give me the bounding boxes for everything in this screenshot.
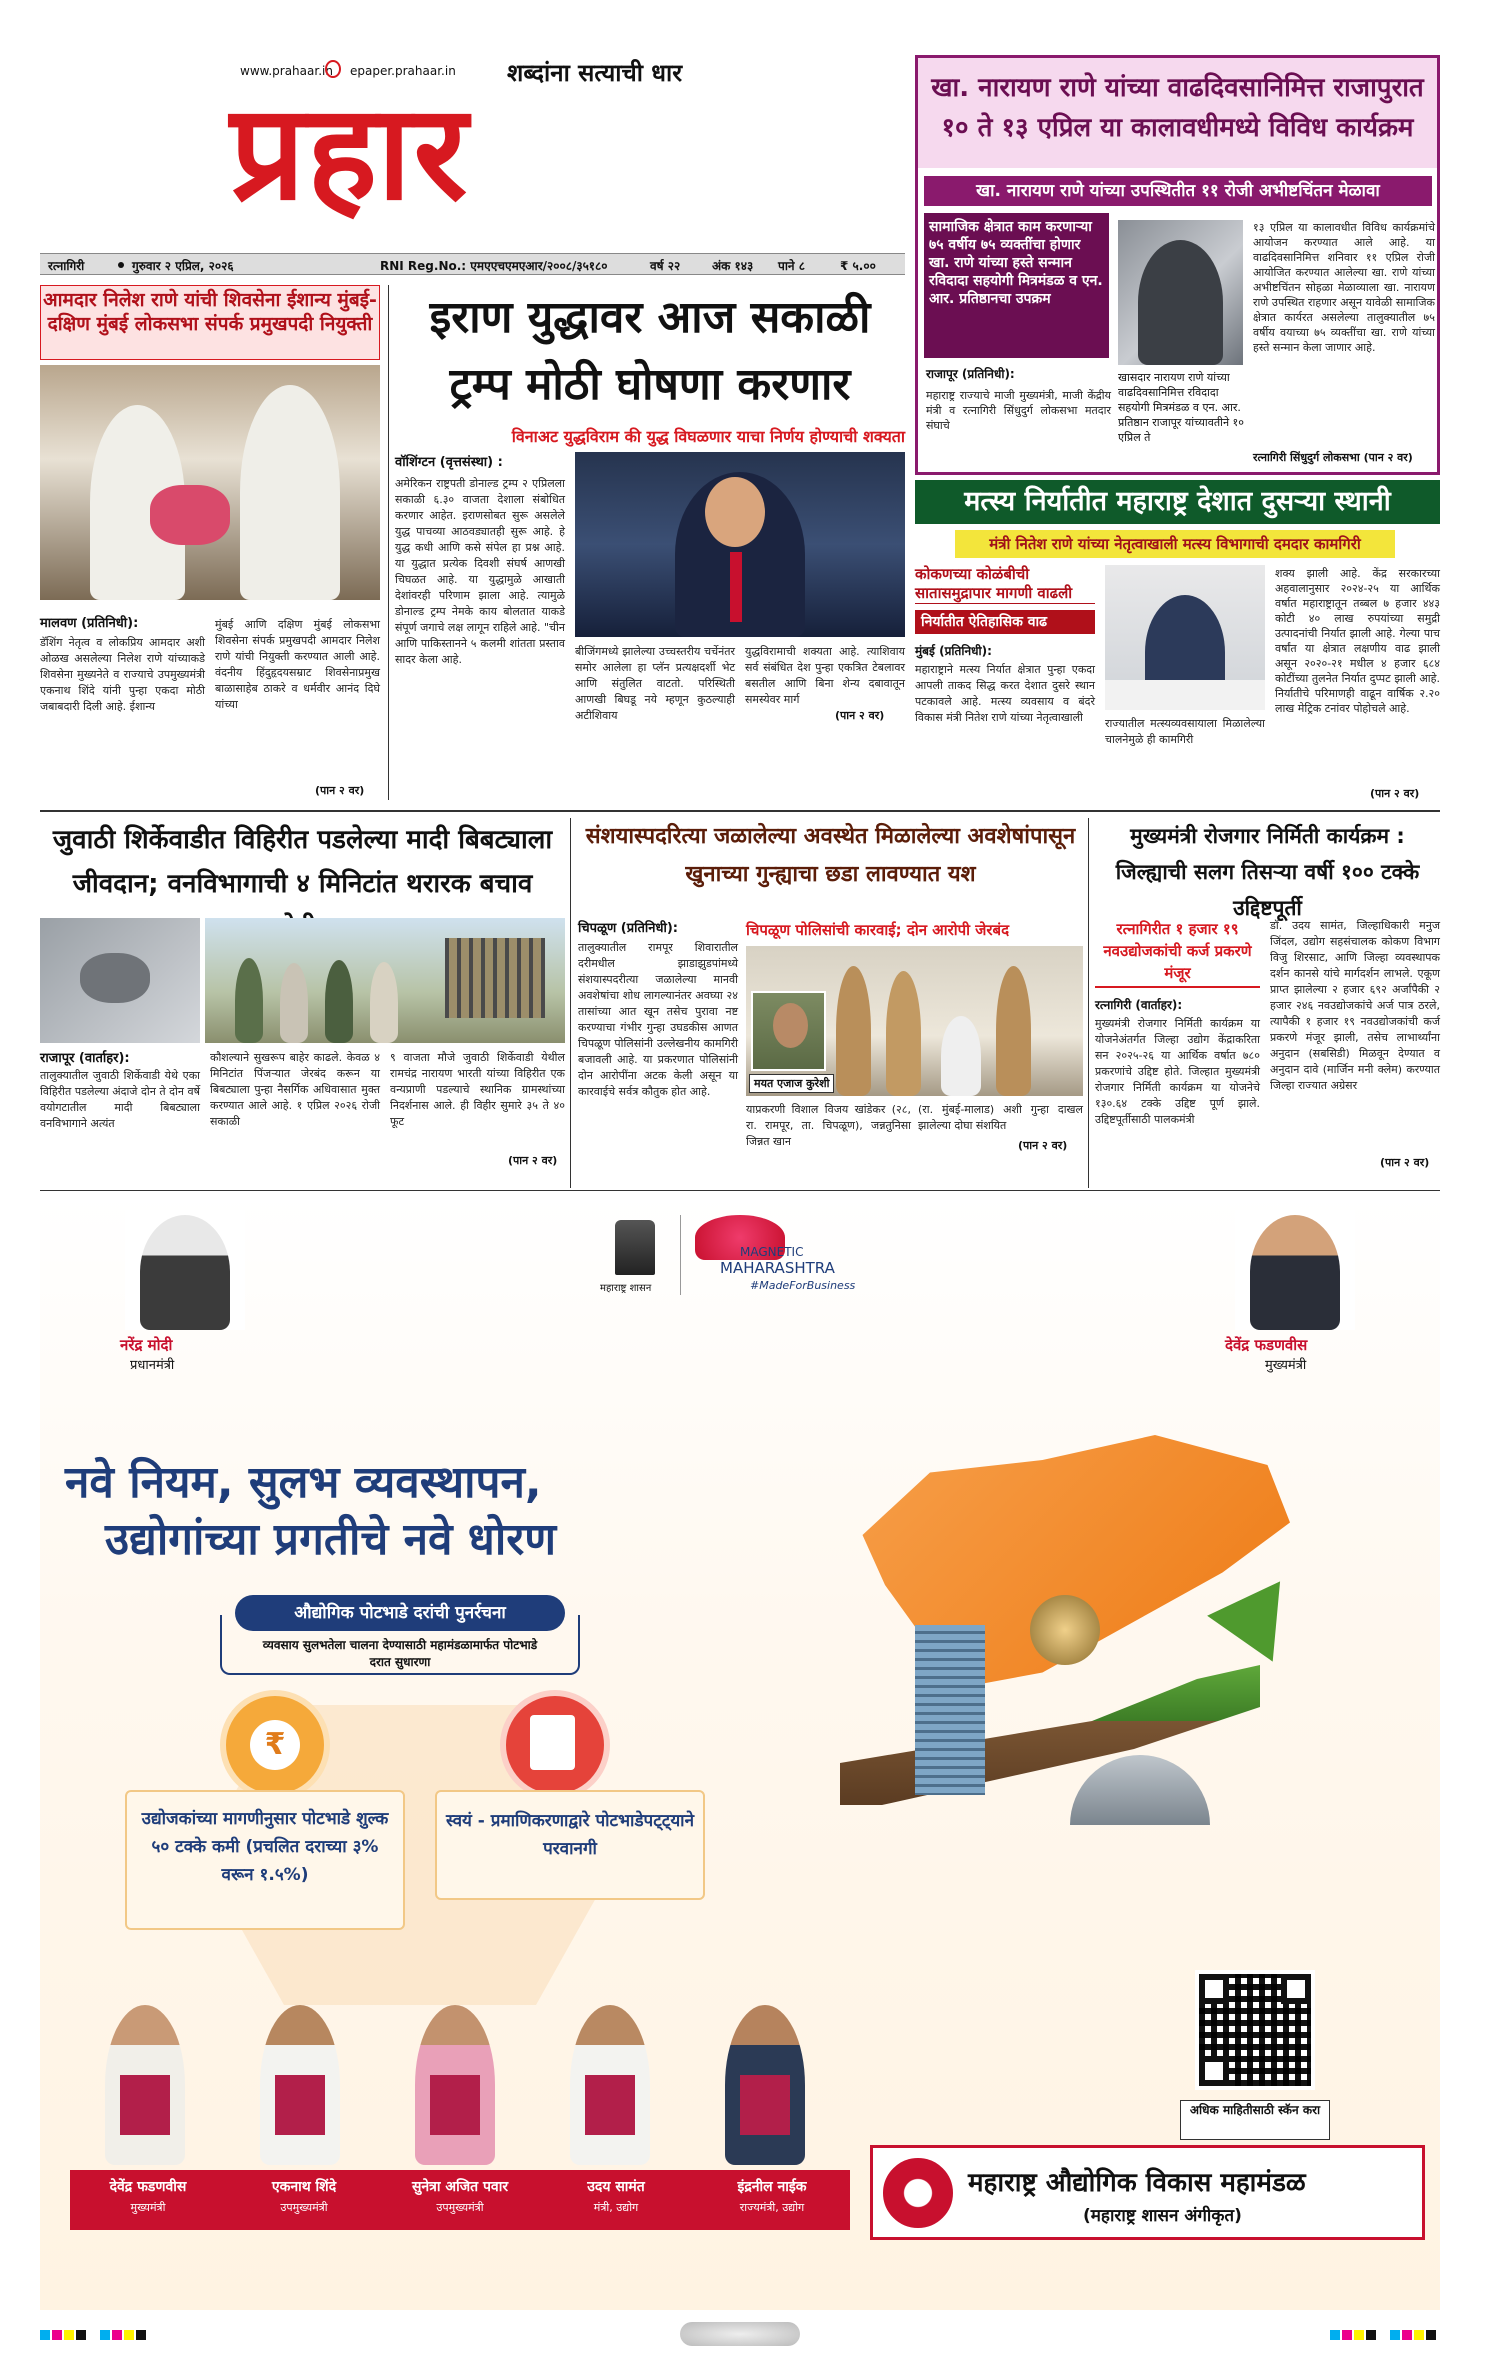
rane-byline: राजापूर (प्रतिनिधी): <box>926 367 1015 381</box>
registration-marks-right <box>1330 2330 1440 2342</box>
brand-magnetic: MAGNETIC <box>740 1245 804 1259</box>
dateline-pages: पाने ८ <box>778 259 806 273</box>
crime-story <box>578 818 1083 1208</box>
reg-mark-r-yellow-2 <box>1414 2330 1424 2340</box>
column-rule-2 <box>570 818 571 1188</box>
rane-birthday-box <box>915 55 1440 475</box>
permission-card-text: स्वयं - प्रमाणिकरणाद्वारे पोटभाडेपट्ट्याने परवानगी <box>445 1811 695 1859</box>
bullet-icon <box>118 262 124 268</box>
team-figure-1 <box>235 958 263 1043</box>
rane-highlight: सामाजिक क्षेत्रात काम करणाऱ्या ७५ वर्षीय ७५ व्यक्तींचा होणार खा. राणे यांच्या हस्ते सन्मान रविदादा सहयोगी मित्रमंडळ व एन. आर. प्रतिष्ठानचा उपक्रम <box>924 213 1109 358</box>
dateline-price: ₹ ५.०० <box>840 259 876 273</box>
fish-byline: मुंबई (प्रतिनिधी): <box>915 644 992 658</box>
lead-headline-1: इराण युद्धावर आज सकाळी <box>429 292 871 343</box>
fish-story <box>915 480 1440 805</box>
reg-mark-cyan <box>40 2330 50 2340</box>
fadnavis-name: देवेंद्र फडणवीस <box>1225 1336 1308 1354</box>
midc-org-sub: (महाराष्ट्र शासन अंगीकृत) <box>1083 2206 1242 2226</box>
leopard-headline: जुवाठी शिर्केवाडीत विहिरीत पडलेल्या मादी बिबट्याला जीवदान; वनविभागाची ४ मिनिटांत थरारक बचाव <box>52 825 553 899</box>
cage <box>445 938 545 1018</box>
ad-headline-2: उद्योगांच्या प्रगतीचे नवे धोरण <box>105 1514 557 1565</box>
left-story-col1: डॅशिंग नेतृत्व व लोकप्रिय आमदार अशी ओळख असलेल्या निलेश राणे यांच्याकडे शिवसेना मुख्यनेते व राज्याचे उपमुख्यमंत्री एकनाथ शिंदे यांनी पुन्हा एकदा मोठी जबाबदारी दिली आहे. ईशान्य <box>40 636 205 713</box>
person-name-5: इंद्रनील नाईक <box>737 2179 807 2195</box>
qr-corner-3 <box>1199 2056 1229 2086</box>
team-figure-3 <box>325 960 353 1043</box>
gov-label: महाराष्ट्र शासन <box>600 1283 652 1294</box>
qr-corner-2 <box>1281 1974 1311 2004</box>
leopard-col2: कौशल्याने सुखरूप बाहेर काढले. केवळ ४ मिनिटांत पिंजऱ्यात जेरबंद करून या बिबट्याला पुन्हा नैसर्गिक अधिवासात मुक्त करण्यात आले आहे. १ एप्रिल २०२६ रोजी सकाळी <box>210 1051 380 1128</box>
crime-headline: संशयास्पदरित्या जळालेल्या अवस्थेत मिळालेल्या अवशेषांपासून खुनाच्या गुन्ह्याचा छडा लावण्यात यश <box>585 824 1076 887</box>
desk <box>1105 680 1265 710</box>
trump-tie <box>730 552 742 622</box>
qr-label: अधिक माहितीसाठी स्कॅन करा <box>1180 2100 1330 2140</box>
qr-corner-1 <box>1199 1974 1229 2004</box>
reg-mark-black-2 <box>136 2330 146 2340</box>
police-figure-2 <box>886 971 921 1096</box>
fadnavis-role: मुख्यमंत्री <box>1265 1358 1307 1373</box>
masthead <box>225 50 905 260</box>
midc-advertisement <box>40 1195 1440 2310</box>
lead-col2: बीजिंगमध्ये झालेल्या उच्चस्तरीय चर्चेनंतर समोर आलेला हा प्लॅन प्रत्यक्षदर्शी भेट आणि संतुलित वाटतो. परिस्थिती आणखी बिघडू नये म्हणून कुठल्याही अटीशिवाय <box>575 645 735 722</box>
certificate-icon <box>530 1715 575 1770</box>
left-story-col2: मुंबई आणि दक्षिण मुंबई लोकसभा शिवसेना संपर्क प्रमुखपदी आमदार निलेश राणे यांची नियुक्ती करण्यात आली आहे. वंदनीय हिंदुहृदयसम्राट शिवसेनाप्रमुख बाळासाहेब ठाकरे व धर्मवीर आनंद दिघे यांच्या <box>215 618 380 711</box>
crime-byline: चिपळूण (प्रतिनिधी): <box>578 921 679 936</box>
fish-continued: (पान २ वर) <box>1370 787 1420 800</box>
leopard-col3: ९ वाजता मौजे जुवाठी शिर्केवाडी येथील रामचंद्र नारायण भारती यांच्या विहिरीत एक वन्यप्राणी पडल्याचे स्थानिक ग्रामस्थांच्या निदर्शनास आले. ही विहीर सुमारे ३५ ते ४० फूट <box>390 1051 565 1128</box>
reg-mark-r-magenta-2 <box>1402 2330 1412 2340</box>
rescue-team-photo <box>205 918 565 1043</box>
modi-portrait <box>125 1210 245 1330</box>
fee-card-text: उद्योजकांच्या मागणीनुसार पोटभाडे शुल्क ५० टक्के कमी (प्रचलित दराच्या ३% वरून १.५%) <box>141 1809 389 1885</box>
modi-figure <box>140 1215 230 1330</box>
masthead-logo: प्रहार <box>230 76 470 230</box>
crime-col1: तालुक्यातील रामपूर शिवारातील दरीमधील झाडाझुडपांमध्ये संशयास्पदरीत्या जळालेल्या मानवी अवशेषांचा शोध लागल्यानंतर अवघ्या २४ तासांच्या आत खून तसेच पुरावा नष्ट करण्याचा गंभीर गुन्हा उघडकीस आणत चिपळूण पोलिसांनी उल्लेखनीय कामगिरी बजावली आहे. या प्रकरणात पोलिसांनी दोन आरोपींना अटक केली असून या कारवाईचे सर्वत्र कौतुक होत आहे. <box>578 941 738 1098</box>
leopard-well-photo <box>40 918 200 1043</box>
dateline-date: गुरुवार २ एप्रिल, २०२६ <box>132 259 234 273</box>
dateline-bar <box>40 253 905 275</box>
left-story-byline: मालवण (प्रतिनिधी): <box>40 616 139 631</box>
rane-body-right: १३ एप्रिल या कालावधीत विविध कार्यक्रमांचे आयोजन करण्यात आले आहे. या वाढदिवसानिमित्त शनिवार ११ एप्रिल रोजी आयोजित करण्यात आलेल्या खा. राणे यांच्या अभीष्टचिंतन सोहळा मेळाव्याला खा. नारायण राणे उपस्थित राहणार असून यावेळी सामाजिक क्षेत्रात कार्यरत असलेल्या तालुक्यातील ७५ वर्षीय वयाच्या ७५ व्यक्तींचा खा. राणे यांच्या हस्ते सन्मान केला जाणार आहे. <box>1253 221 1435 354</box>
magazine-3 <box>430 2075 480 2135</box>
trump-photo <box>575 452 905 637</box>
left-story-continued: (पान २ वर) <box>315 784 365 797</box>
fish-col1: महाराष्ट्राने मत्स्य निर्यात क्षेत्रात पुन्हा एकदा आपली ताकद सिद्ध करत देशात दुसरे स्थान पटकावले आहे. मत्स्य व्यवसाय व बंदरे विकास मंत्री नितेश राणे यांच्या नेतृत्वाखाली <box>915 663 1095 724</box>
lead-byline: वॉशिंग्टन (वृत्तसंस्था) : <box>395 455 503 470</box>
fish-headline: मत्स्य निर्यातीत महाराष्ट्र देशात दुसऱ्या स्थानी <box>915 480 1440 524</box>
rane-portrait-photo <box>1118 220 1243 365</box>
website-link[interactable]: www.prahaar.in <box>240 64 333 78</box>
fish-caption: राज्यातील मत्स्यव्यवसायाला मिळालेल्या चालनेमुळे ही कामगिरी <box>1105 717 1265 746</box>
state-emblem-icon <box>615 1220 655 1275</box>
person-role-4: मंत्री, उद्योग <box>593 2201 639 2214</box>
glass-globe-icon <box>1030 1595 1100 1665</box>
reg-mark-yellow-2 <box>124 2330 134 2340</box>
dateline-reg: RNI Reg.No.: एमएएचएमएआर/२००८/३५१८० <box>380 259 608 273</box>
rane-caption: खासदार नारायण राणे यांच्या वाढदिवसानिमित्त रविदादा सहयोगी मित्रमंडळ व एन. आर. प्रतिष्ठान राजापूर यांच्यावतीने १० एप्रिल ते <box>1118 371 1244 444</box>
column-rule <box>388 285 389 800</box>
leopard-col1: तालुक्यातील जुवाठी शिर्केवाडी येथे एका विहिरीत पडलेल्या अंदाजे दोन ते दोन वर्षे वयोगटातील मादी बिबट्याला वनविभागाने अत्यंत <box>40 1069 200 1130</box>
job-byline: रत्नागिरी (वार्ताहर): <box>1095 998 1183 1012</box>
lead-col1: अमेरिकन राष्ट्रपती डोनाल्ड ट्रम्प २ एप्रिलला सकाळी ६.३० वाजता देशाला संबोधित करणार आहेत. इराणसोबत सुरू असलेले युद्ध पाचव्या आठवड्यातही सुरू आहे. हे युद्ध कधी आणि कसे संपेल हा प्रश्न आहे. या युद्धात प्रत्येक दिवशी संघर्ष आणखी चिघळत आहे. या युद्धामुळे आखाती देशांवरही परिणाम झाला आहे. त्यामुळे डोनाल्ड ट्रम्प नेमके काय बोलतात याकडे संपूर्ण जगाचे लक्ष लागून राहिले आहे. "चीन आणि पाकिस्तानने ५ कलमी शांतता प्रस्ताव सादर केला आहे. <box>395 477 565 666</box>
reg-mark-cyan-2 <box>100 2330 110 2340</box>
magazine-4 <box>585 2075 635 2135</box>
magazine-1 <box>120 2075 170 2135</box>
reg-mark-yellow <box>64 2330 74 2340</box>
lead-story <box>395 282 905 804</box>
lead-subhead: विनाअट युद्धविराम की युद्ध विघळणार याचा निर्णय होण्याची शक्यता <box>511 427 905 446</box>
fish-subhead: मंत्री नितेश राणे यांच्या नेतृत्वाखाली मत्स्य विभागाची दमदार कामगिरी <box>955 530 1395 558</box>
left-story-title: आमदार निलेश राणे यांची शिवसेना ईशान्य मुंबई-दक्षिण मुंबई लोकसभा संपर्क प्रमुखपदी नियुक्ती <box>40 285 380 360</box>
lead-headline-2: ट्रम्प मोठी घोषणा करणार <box>449 359 851 410</box>
person-photo-4 <box>555 1995 665 2165</box>
team-figure-2 <box>280 963 308 1043</box>
logo-divider <box>680 1215 681 1295</box>
modi-name: नरेंद्र मोदी <box>120 1336 173 1354</box>
magazine-5 <box>740 2075 790 2135</box>
job-story <box>1095 818 1440 1208</box>
dateline-city: रत्नागिरी <box>48 259 85 273</box>
person-photo-2 <box>245 1995 355 2165</box>
portrait-figure <box>1138 240 1223 365</box>
rane-birthday-title: खा. नारायण राणे यांच्या वाढदिवसानिमित्त राजापुरात १० ते १३ एप्रिल या कालावधीमध्ये विविध कार्यक्रम <box>918 58 1437 168</box>
brand-maharashtra: MAHARASHTRA <box>720 1259 835 1277</box>
job-col1: मुख्यमंत्री रोजगार निर्मिती कार्यक्रम या योजनेअंतर्गत जिल्हा उद्योग केंद्राकरिता सन २०२५-२६ या आर्थिक वर्षात ७८० प्रकरणांचे उद्दिष्ट होते. जिल्हात मुख्यमंत्री रोजगार निर्मिती कार्यक्रम या योजनेचे १३०.६४ टक्के उद्दिष्ट पूर्ण झाले. उद्दिष्टपूर्तीसाठी पालकमंत्री <box>1095 1017 1260 1126</box>
reg-mark-r-cyan <box>1330 2330 1340 2340</box>
rane-birthday-subtitle: खा. नारायण राणे यांच्या उपस्थितीत ११ रोजी अभीष्टचिंतन मेळावा <box>924 176 1432 206</box>
person-role-3: उपमुख्यमंत्री <box>436 2201 484 2214</box>
reg-mark-r-magenta <box>1342 2330 1352 2340</box>
person-name-4: उदय सामंत <box>587 2179 645 2195</box>
victim-name-tag: मयत एजाज कुरेशी <box>749 1074 834 1093</box>
fish-col2: शक्य झाली आहे. केंद्र सरकारच्या अहवालानुसार २०२४-२५ या आर्थिक वर्षात महाराष्ट्रातून तब्बल ७ हजार ४४३ कोटी ४० लाख रुपयांच्या समुद्री उत्पादनांची निर्यात झाली आहे. गेल्या पाच वर्षांत या क्षेत्रात लक्षणीय वाढ झाली असून २०२०-२१ मधील ४ हजार ६८४ कोटींच्या तुलनेत निर्यात दुप्पट झाली आहे. निर्यातीचे परिमाणही वाढून वार्षिक २.२० लाख मेट्रिक टनांवर पोहोचले आहे. <box>1275 567 1440 715</box>
job-headline: मुख्यमंत्री रोजगार निर्मिती कार्यक्रम : जिल्ह्याची सलग तिसऱ्या वर्षी १०० टक्के उद्दिष्टपूर्ती <box>1115 824 1420 920</box>
crime-col3: (रा. मुंबई-मालाड) अशी गुन्हा दाखल झालेल्या दोघा संशयित <box>918 1103 1083 1132</box>
person-role-5: राज्यमंत्री, उद्योग <box>739 2201 805 2214</box>
midc-logo-icon <box>883 2158 953 2228</box>
police-figure-1 <box>836 966 871 1096</box>
dateline-issue: अंक १४३ <box>712 259 754 273</box>
epaper-link[interactable]: epaper.prahaar.in <box>350 64 456 78</box>
person-name-2: एकनाथ शिंदे <box>271 2179 337 2195</box>
ad-top-rule <box>40 1190 1440 1191</box>
police-figure-3 <box>996 966 1031 1096</box>
person-photo-5 <box>710 1995 820 2165</box>
victim-inset-photo <box>751 991 826 1071</box>
person-photo-3 <box>400 1995 510 2165</box>
lead-col3: युद्धविरामाची शक्यता आहे. त्याशिवाय सर्व संबंधित देश पुन्हा एकत्रित टेबलावर बसतील आणि बिना शेन्य दबावातून समस्येवर मार्ग <box>745 645 905 706</box>
photo-figure-right <box>240 385 340 600</box>
crime-subhead: चिपळूण पोलिसांची कारवाई; दोन आरोपी जेरबंद <box>746 921 1010 939</box>
victim-face <box>773 1003 808 1048</box>
person-photo-1 <box>90 1995 200 2165</box>
trump-face <box>705 477 765 547</box>
reg-mark-r-yellow <box>1354 2330 1364 2340</box>
person-role-1: मुख्यमंत्री <box>130 2201 166 2214</box>
left-story <box>40 285 380 805</box>
midc-org-name: महाराष्ट्र औद्योगिक विकास महामंडळ <box>968 2168 1306 2198</box>
pill-bracket <box>220 1615 580 1675</box>
fadnavis-figure <box>1250 1215 1340 1330</box>
magazine-2 <box>275 2075 325 2135</box>
reg-mark-r-cyan-2 <box>1390 2330 1400 2340</box>
person-name-1: देवेंद्र फडणवीस <box>109 2179 187 2195</box>
ad-headline-1: नवे नियम, सुलभ व्यवस्थापन, <box>65 1457 542 1508</box>
crime-continued: (पान २ वर) <box>1018 1139 1068 1152</box>
rupee-icon: ₹ <box>250 1720 300 1770</box>
bouquet <box>150 485 230 545</box>
person-role-2: उपमुख्यमंत्री <box>280 2201 328 2214</box>
arrested-accused-photo <box>746 946 1083 1096</box>
nitesh-rane-photo <box>1105 565 1265 710</box>
tower-building <box>915 1625 985 1795</box>
rane-body-left: महाराष्ट्र राज्याचे माजी मुख्यमंत्री, माजी केंद्रीय मंत्री व रत्नागिरी सिंधुदुर्ग लोकसभा मतदार संघाचे <box>926 389 1111 432</box>
leopard-story <box>40 818 565 1208</box>
leopard-continued: (पान २ वर) <box>508 1154 558 1167</box>
job-col2: डॉ. उदय सामंत, जिल्हाधिकारी मनुज जिंदल, उद्योग सहसंचालक कोकण विभाग विजु शिरसाट, आणि जिल्हा व्यवस्थापक दर्शन कानसे यांचे मार्गदर्शन लाभले. एकूण प्राप्त झालेल्या २ हजार ६९२ अर्जांपैकी २ हजार २४६ नवउद्योजकांचे अर्ज पात्र ठरले, त्यापैकी १ हजार १९ नवउद्योजकांची कर्ज प्रकरणे मंजूर झाली, तसेच लाभार्थ्यांना अनुदान (सबसिडी) मिळवून देण्यात व अनुदान दावे (मार्जिन मनी क्लेम) करण्यात जिल्हा राज्यात अग्रेसर <box>1270 919 1440 1092</box>
ad-pill-sub: व्यवसाय सुलभतेला चालना देण्यासाठी महामंडळामार्फत पोटभाडे दरात सुधारणा <box>262 1638 538 1669</box>
person-name-3: सुनेत्रा अजित पवार <box>411 2179 509 2195</box>
reg-mark-magenta-2 <box>112 2330 122 2340</box>
qr-code[interactable] <box>1195 1970 1315 2090</box>
registration-target <box>680 2322 800 2346</box>
job-continued: (पान २ वर) <box>1380 1156 1430 1169</box>
column-rule-3 <box>1088 818 1089 1188</box>
leopard-shape <box>80 953 150 1003</box>
job-box: रत्नागिरीत १ हजार १९ नवउद्योजकांची कर्ज प्रकरणे मंजूर <box>1095 918 1260 988</box>
rane-continued: रत्नागिरी सिंधुदुर्ग लोकसभा (पान २ वर) <box>1253 451 1413 464</box>
modi-role: प्रधानमंत्री <box>130 1358 175 1373</box>
accused-figure <box>941 1016 981 1096</box>
reg-mark-r-black <box>1366 2330 1376 2340</box>
ad-pill: औद्योगिक पोटभाडे दरांची पुनर्रचना <box>235 1595 565 1631</box>
crime-col2: याप्रकरणी विशाल विजय खांडेकर (२८, रा. रामपूर, ता. चिपळूण), जन्नतुनिसा जिन्नत खान <box>746 1103 911 1148</box>
factory-dome <box>1070 1755 1210 1825</box>
midc-org-box <box>870 2145 1425 2240</box>
left-story-photo <box>40 365 380 600</box>
section-rule <box>40 810 1440 812</box>
lead-continued: (पान २ वर) <box>835 709 885 722</box>
registration-marks-left <box>40 2330 170 2342</box>
dateline-year: वर्ष २२ <box>650 259 681 273</box>
reg-mark-black <box>76 2330 86 2340</box>
reg-mark-r-black-2 <box>1426 2330 1436 2340</box>
leopard-byline: राजापूर (वार्ताहर): <box>40 1051 130 1066</box>
brand-hashtag: #MadeForBusiness <box>750 1279 856 1292</box>
tagline: शब्दांना सत्याची धार <box>507 59 683 87</box>
reg-mark-magenta <box>52 2330 62 2340</box>
fish-side-2: निर्यातीत ऐतिहासिक वाढ <box>915 610 1095 634</box>
team-figure-4 <box>370 962 398 1043</box>
growth-arrow-icon <box>1207 1558 1313 1661</box>
fadnavis-portrait <box>1235 1210 1355 1330</box>
fish-side-1: कोकणच्या कोळंबीची सातासमुद्रापार मागणी वाढली <box>915 565 1095 604</box>
